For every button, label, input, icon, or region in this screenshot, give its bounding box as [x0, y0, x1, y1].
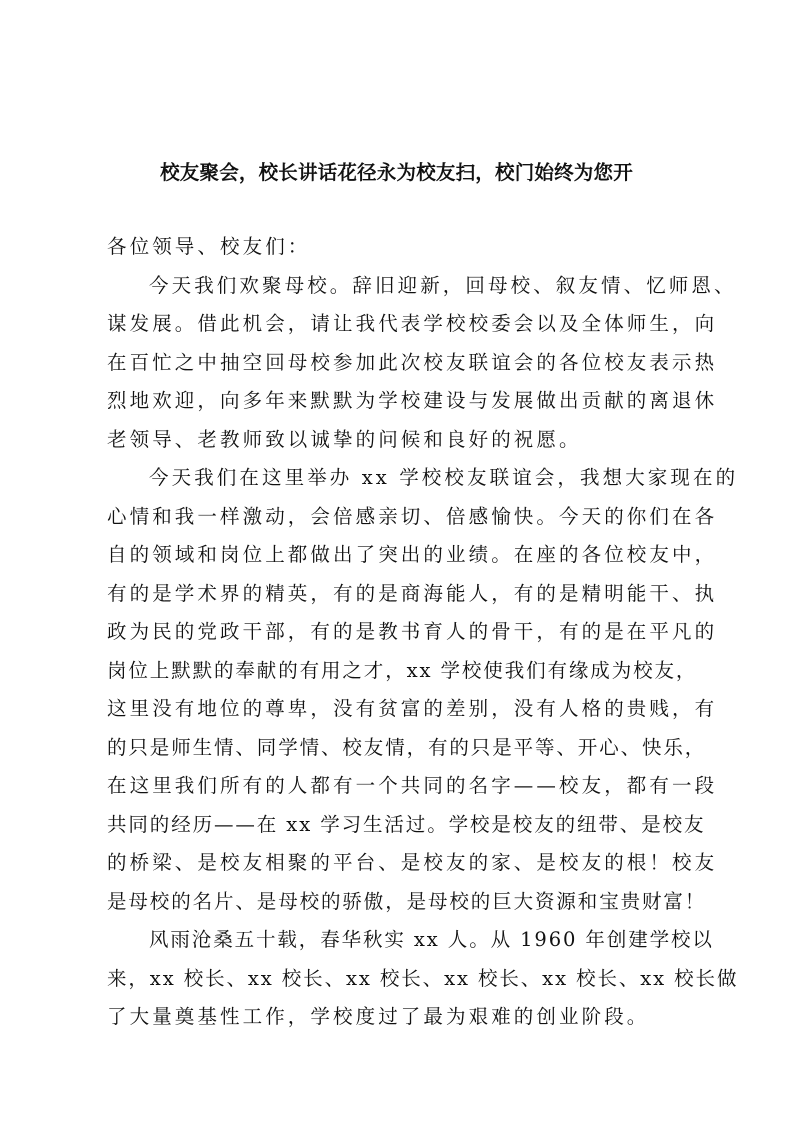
salutation: 各位领导、校友们： [107, 235, 311, 258]
text-line: 了大量奠基性工作，学校度过了最为艰难的创业阶段。 [107, 1005, 650, 1028]
text-line: 有的是学术界的精英，有的是商海能人，有的是精明能干、执 [107, 581, 718, 605]
document-title: 校友聚会，校长讲话花径永为校友扫，校门始终为您开 [160, 161, 633, 184]
text-line: 今天我们欢聚母校。辞旧迎新，回母校、叙友情、忆师恩、 [149, 273, 737, 297]
text-line: 在百忙之中抽空回母校参加此次校友联谊会的各位校友表示热 [107, 350, 718, 374]
text-line: 老领导、老教师致以诚挚的问候和良好的祝愿。 [107, 427, 582, 451]
text-line: 烈地欢迎，向多年来默默为学校建设与发展做出贡献的离退休 [107, 389, 718, 412]
text-line: 自的领域和岗位上都做出了突出的业绩。在座的各位校友中， [107, 543, 718, 566]
text-line: 是母校的名片、是母校的骄傲，是母校的巨大资源和宝贵财富！ [107, 889, 707, 913]
text-line: 在这里我们所有的人都有一个共同的名字——校友，都有一段 [107, 774, 718, 797]
text-line: 的只是师生情、同学情、校友情，有的只是平等、开心、快乐， [107, 735, 707, 759]
text-line: 的桥梁、是校友相聚的平台、是校友的家、是校友的根！校友 [107, 851, 718, 874]
text-line: 来，xx 校长、xx 校长、xx 校长、xx 校长、xx 校长、xx 校长做 [107, 966, 739, 990]
text-line: 今天我们在这里举办 xx 学校校友联谊会，我想大家现在的 [149, 466, 739, 489]
text-line: 心情和我一样激动，会倍感亲切、倍感愉快。今天的你们在各 [107, 504, 718, 528]
text-line: 岗位上默默的奉献的有用之才，xx 学校使我们有缘成为校友， [107, 658, 698, 682]
text-line: 政为民的党政干部，有的是教书育人的骨干，有的是在平凡的 [107, 620, 718, 643]
text-line: 这里没有地位的尊卑，没有贫富的差别，没有人格的贵贱，有 [107, 697, 718, 720]
document-body [107, 228, 739, 1037]
text-line: 共同的经历——在 xx 学习生活过。学校是校友的纽带、是校友 [107, 812, 706, 836]
text-line: 风雨沧桑五十载，春华秋实 xx 人。从 1960 年创建学校以 [149, 928, 714, 951]
text-line: 谋发展。借此机会，请让我代表学校校委会以及全体师生，向 [107, 312, 718, 335]
